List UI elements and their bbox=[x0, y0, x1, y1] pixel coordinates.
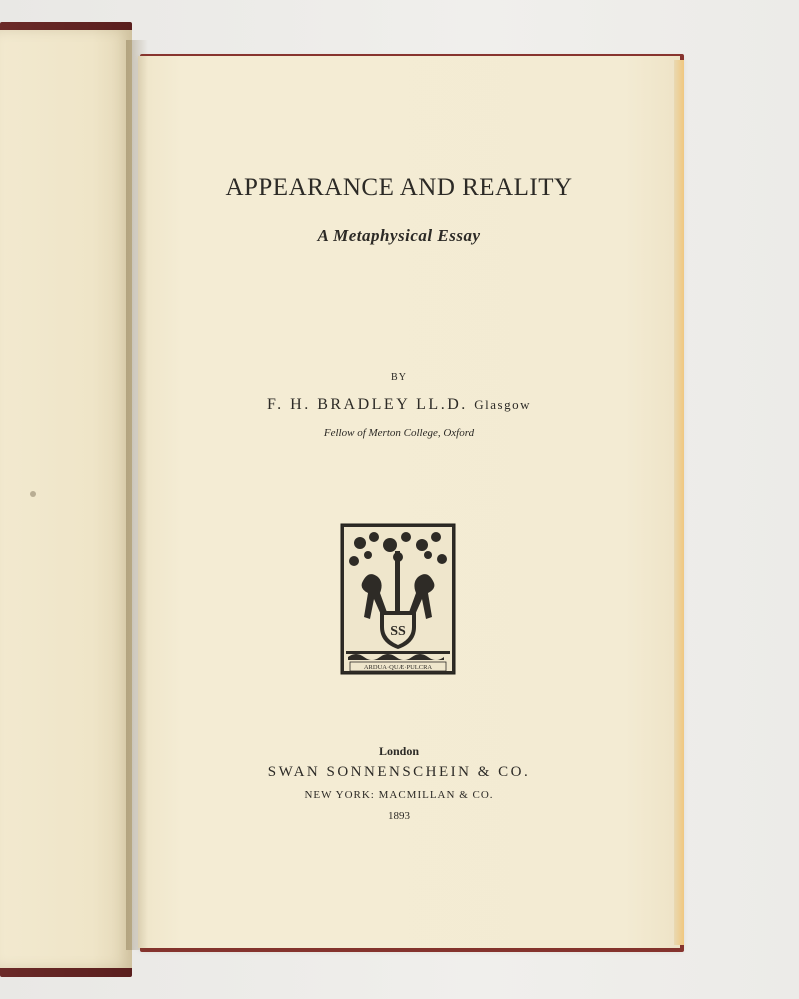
title-page bbox=[138, 56, 680, 948]
author-degree-place: Glasgow bbox=[474, 397, 531, 412]
imprint-co-publisher: NEW YORK: MACMILLAN & CO. bbox=[304, 789, 494, 801]
author-name: F. H. BRADLEY LL.D. bbox=[267, 396, 468, 413]
device-motto: ARDUA·QUÆ·PULCRA bbox=[363, 664, 433, 671]
paper-speck bbox=[30, 491, 36, 497]
by-line: BY bbox=[391, 372, 407, 383]
imprint-year: 1893 bbox=[388, 810, 410, 822]
author-line bbox=[138, 396, 660, 414]
page-edge bbox=[674, 60, 684, 945]
book-gutter-shadow bbox=[126, 40, 148, 950]
left-page bbox=[0, 30, 132, 968]
device-monogram: SS bbox=[390, 624, 406, 639]
author-affiliation: Fellow of Merton College, Oxford bbox=[323, 427, 475, 439]
book-subtitle: A Metaphysical Essay bbox=[317, 226, 481, 245]
imprint-publisher: SWAN SONNENSCHEIN & CO. bbox=[267, 764, 531, 780]
imprint-city: London bbox=[378, 744, 420, 758]
publisher-device-emblem bbox=[340, 523, 456, 675]
book-title: APPEARANCE AND REALITY bbox=[225, 174, 573, 201]
